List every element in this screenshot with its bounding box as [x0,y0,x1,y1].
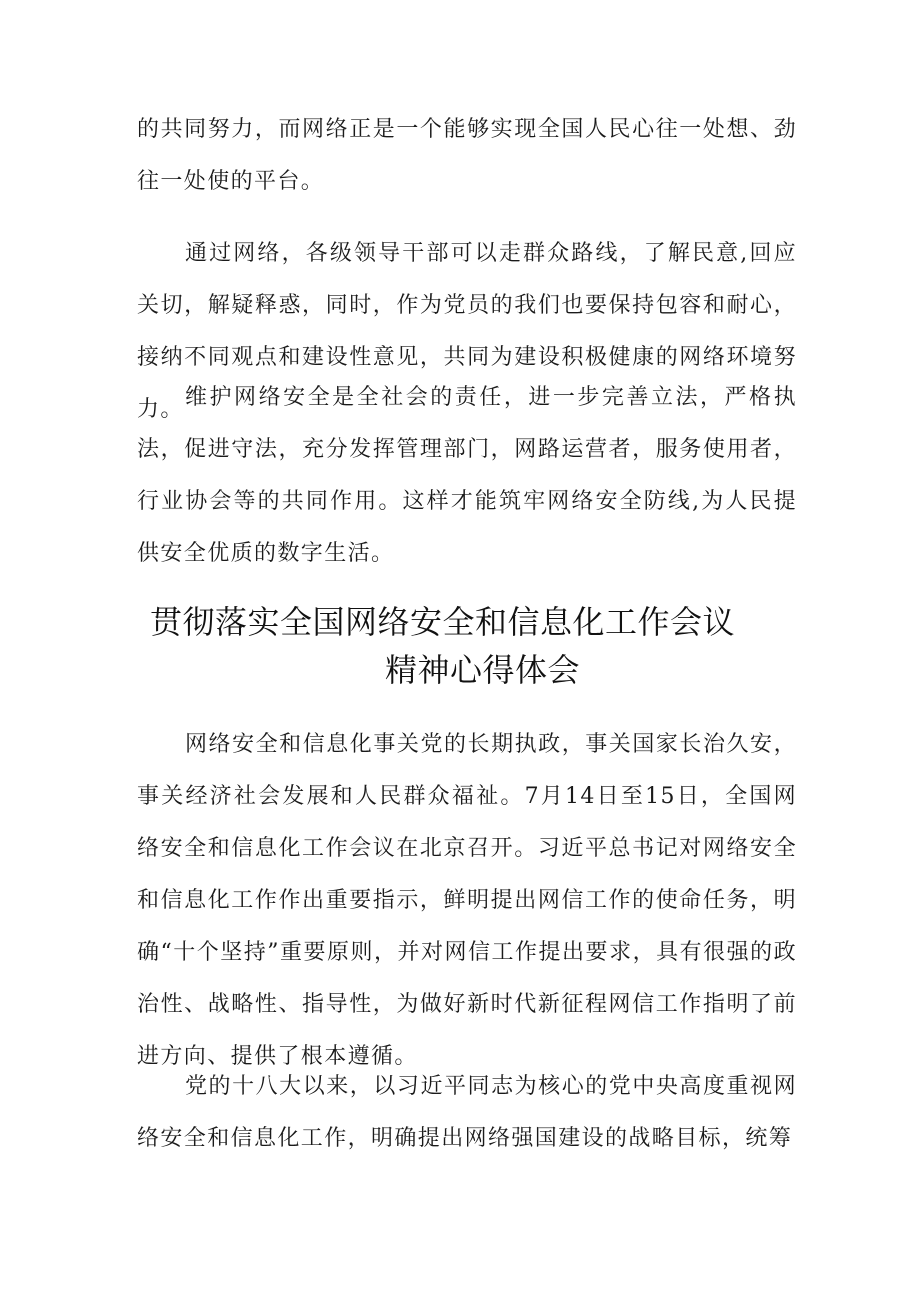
paragraph-conference-summary: 网络安全和信息化事关党的长期执政，事关国家长治久安，事关经济社会发展和人民群众福祉。7月14日至15日，全国网络安全和信息化工作会议在北京召开。习近平总书记对网络安全和信息化工作作出重要指示，鲜明提出网信工作的使命任务，明确“十个坚持”重要原则，并对网信工作提出要求，具有很强的政治性、战略性、指导性，为做好新时代新征程网信工作指明了前进方向、提供了根本遵循。 [137,732,797,1069]
paragraph-network-security-responsibility: 维护网络安全是全社会的责任，进一步完善立法，严格执法，促进守法，充分发挥管理部门，网路运营者，服务使用者，行业协会等的共同作用。这样才能筑牢网络安全防线,为人民提供安全优质的数字生活。 [137,385,797,566]
section-title-line-1: 贯彻落实全国网络安全和信息化工作会议 [150,603,736,641]
section-title-line-2: 精神心得体会 [385,651,581,689]
paragraph-leaders-online: 通过网络，各级领导干部可以走群众路线，了解民意,回应关切，解疑释惑，同时，作为党员的我们也要保持包容和耐心，接纳不同观点和建设性意见，共同为建设积极健康的网络环境努力。 [137,241,797,422]
paragraph-continuation: 的共同努力，而网络正是一个能够实现全国人民心往一处想、劲往一处使的平台。 [137,117,797,194]
paragraph-eighteenth-congress: 党的十八大以来，以习近平同志为核心的党中央高度重视网络安全和信息化工作，明确提出网络强国建设的战略目标，统筹 [137,1074,797,1151]
